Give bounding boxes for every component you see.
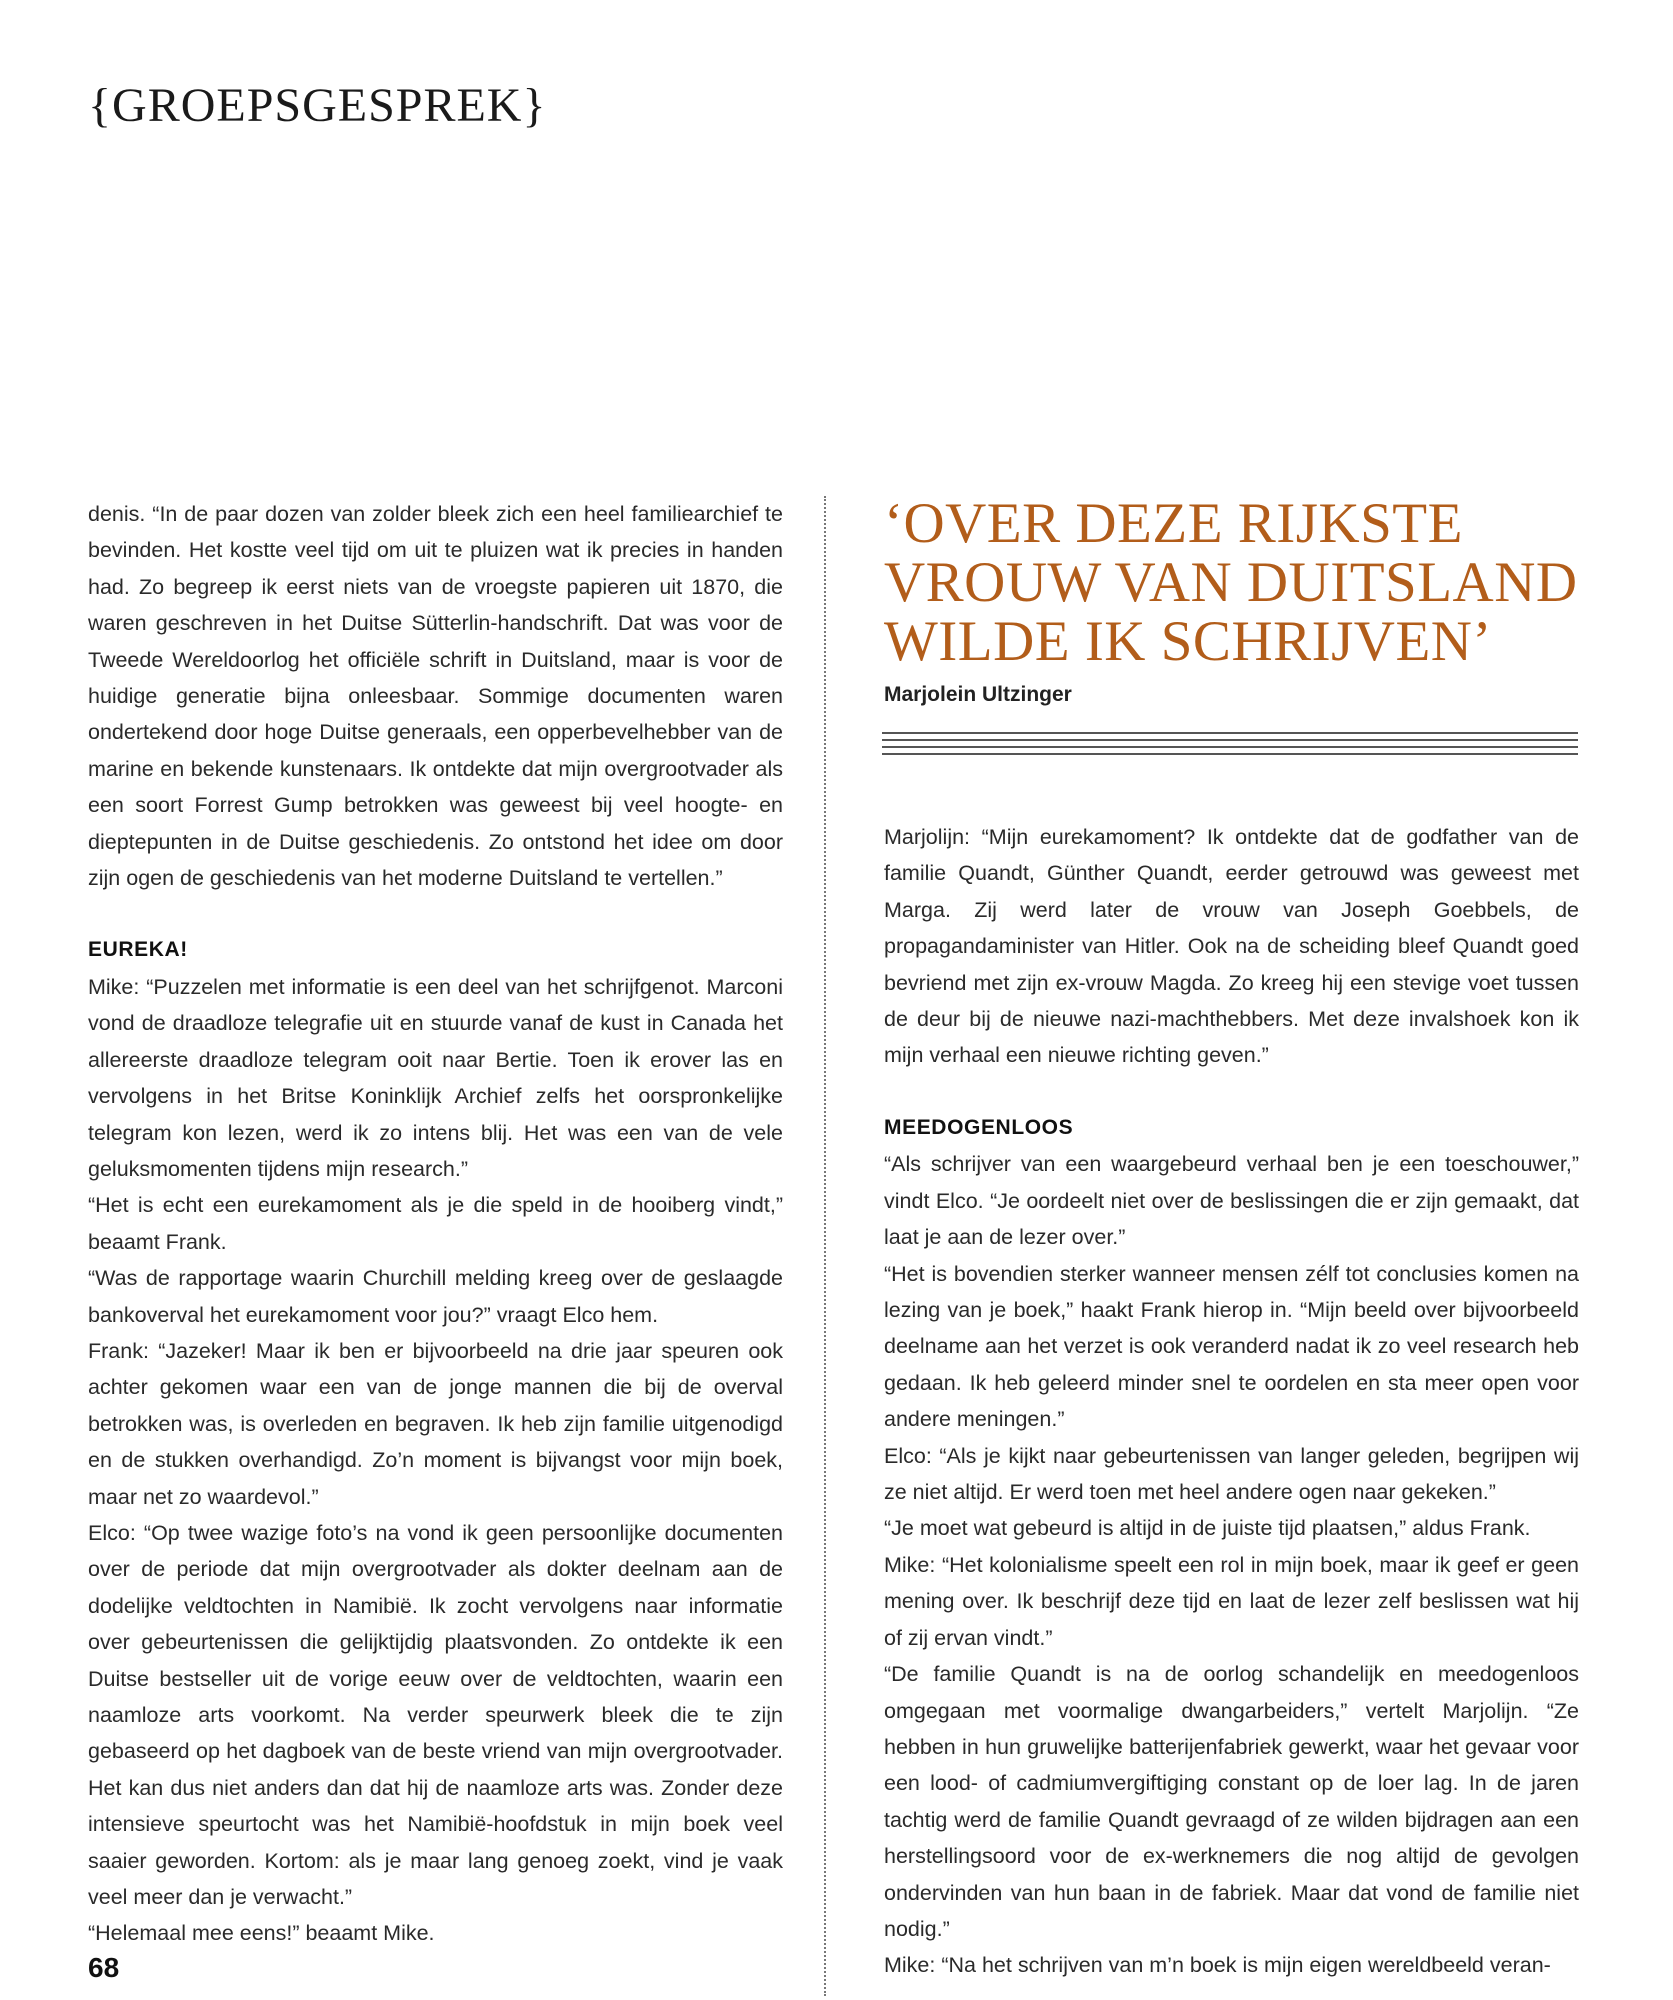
paragraph: “Helemaal mee eens!” beaamt Mike. xyxy=(88,1921,435,1946)
author-byline: Marjolein Ultzinger xyxy=(884,683,1072,706)
decorative-rules xyxy=(882,732,1578,760)
paragraph: “Het is bovendien sterker wanneer mensen zélf tot conclusies komen na lezing van je boek,” haakt Frank hierop in. “Mijn beeld over bijvoorbeeld deelname aan het verzet is ook veranderd nadat ik zo veel research heb gedaan. Ik heb geleerd minder snel te oordelen en sta meer open voor andere meningen.” xyxy=(884,1261,1579,1432)
headline-line: ‘OVER DEZE RIJKSTE xyxy=(884,492,1463,555)
paragraph: Elco: “Op twee wazige foto’s na vond ik geen persoonlijke documenten over de periode dat mijn overgrootvader als dokter deelnam aan de dodelijke veldtochten in Namibië. Ik zocht vervolgens naar informatie over gebeurtenissen die gelijktijdig plaatsvonden. Zo ontdekte ik een Duitse bestseller uit de vorige eeuw over de veldtochten, waarin een naamloze arts voorkomt. Na verder speurwerk bleek die te zijn gebaseerd op het dagboek van de beste vriend van mijn overgrootvader. Het kan dus niet anders dan dat hij de naamloze arts was. Zonder deze intensieve speurtocht was het Namibië-hoofdstuk in mijn boek veel saaier geworden. Kortom: als je maar lang genoeg zoekt, vind je vaak veel meer dan je verwacht.” xyxy=(88,1520,783,1910)
paragraph: “Je moet wat gebeurd is altijd in de juiste tijd plaatsen,” aldus Frank. xyxy=(884,1516,1531,1541)
paragraph: Mike: “Puzzelen met informatie is een deel van het schrijfgenot. Marconi vond de draadloze telegrafie uit en stuurde vanaf de kust in Canada het allereerste draadloze telegram ooit naar Bertie. Toen ik erover las en vervolgens in het Britse Koninklijk Archief zelfs het oorspronkelijke telegram kon lezen, werd ik zo intens blij. Het was een van de vele geluksmomenten tijdens mijn research.” xyxy=(88,974,783,1181)
column-divider xyxy=(824,496,826,1996)
paragraph: Mike: “Na het schrijven van m’n boek is mijn eigen wereldbeeld veran- xyxy=(884,1953,1551,1978)
subheading-eureka: EUREKA! xyxy=(88,938,188,962)
article-headline xyxy=(884,494,1604,671)
paragraph: denis. “In de paar dozen van zolder bleek zich een heel familiearchief te bevinden. Het kostte veel tijd om uit te pluizen wat ik precies in handen had. Zo begreep ik eerst niets van de vroegste papieren uit 1870, die waren geschreven in het Duitse Sütterlin-handschrift. Dat was voor de Tweede Wereldoorlog het officiële schrift in Duitsland, maar is voor de huidige generatie bijna onleesbaar. Sommige documenten waren ondertekend door hoge Duitse generaals, een opperbevelhebber van de marine en bekende kunstenaars. Ik ontdekte dat mijn overgrootvader als een soort Forrest Gump betrokken was geweest bij veel hoogte- en dieptepunten in de Duitse geschiedenis. Zo ontstond het idee om door zijn ogen de geschiedenis van het moderne Duitsland te vertellen.” xyxy=(88,502,783,891)
right-column-intro xyxy=(884,819,1579,1074)
headline-line: WILDE IK SCHRIJVEN’ xyxy=(884,610,1492,673)
page-number: 68 xyxy=(88,1952,120,1983)
headline-line: VROUW VAN DUITSLAND xyxy=(884,551,1578,614)
left-column xyxy=(88,496,783,1952)
section-label: {GROEPSGESPREK} xyxy=(88,79,547,132)
right-column xyxy=(884,1110,1579,1984)
paragraph: Frank: “Jazeker! Maar ik ben er bijvoorbeeld na drie jaar speuren ook achter gekomen waar een van de jonge mannen die bij de overval betrokken was, is overleden en begraven. Ik heb zijn familie uitgenodigd en de stukken overhandigd. Zo’n moment is bijvangst voor mijn boek, maar net zo waardevol.” xyxy=(88,1338,783,1509)
paragraph: Mike: “Het kolonialisme speelt een rol in mijn boek, maar ik geef er geen mening over. Ik beschrijf deze tijd en laat de lezer zelf beslissen wat hij of zij ervan vindt.” xyxy=(884,1552,1579,1650)
paragraph: Elco: “Als je kijkt naar gebeurtenissen van langer geleden, begrijpen wij ze niet altijd. Er werd toen met heel andere ogen naar gekeken.” xyxy=(884,1443,1579,1505)
paragraph: “Het is echt een eurekamoment als je die speld in de hooiberg vindt,” beaamt Frank. xyxy=(88,1193,783,1254)
paragraph: “Als schrijver van een waargebeurd verhaal ben je een toeschouwer,” vindt Elco. “Je oordeelt niet over de beslissingen die er zijn gemaakt, dat laat je aan de lezer over.” xyxy=(884,1152,1579,1250)
subheading-meedogenloos: MEEDOGENLOOS xyxy=(884,1116,1074,1139)
paragraph: Marjolijn: “Mijn eurekamoment? Ik ontdekte dat de godfather van de familie Quandt, Günther Quandt, eerder getrouwd was geweest met Marga. Zij werd later de vrouw van Joseph Goebbels, de propagandaminister van Hitler. Ook na de scheiding bleef Quandt goed bevriend met zijn ex-vrouw Magda. Zo kreeg hij een stevige voet tussen de deur bij de nieuwe nazi-machthebbers. Met deze invalshoek kon ik mijn verhaal een nieuwe richting geven.” xyxy=(884,825,1579,1068)
paragraph: “Was de rapportage waarin Churchill melding kreeg over de geslaagde bankoverval het eurekamoment voor jou?” vraagt Elco hem. xyxy=(88,1266,783,1327)
paragraph: “De familie Quandt is na de oorlog schandelijk en meedogenloos omgegaan met voormalige dwangarbeiders,” vertelt Marjolijn. “Ze hebben in hun gruwelijke batterijenfabriek gewerkt, waar het gevaar voor een lood- of cadmiumvergiftiging constant op de loer lag. In de jaren tachtig werd de familie Quandt gevraagd of ze wilden bijdragen aan een herstellingsoord voor de ex-werknemers die nog altijd de gevolgen ondervinden van hun baan in de fabriek. Maar dat vond de familie niet nodig.” xyxy=(884,1662,1579,1941)
